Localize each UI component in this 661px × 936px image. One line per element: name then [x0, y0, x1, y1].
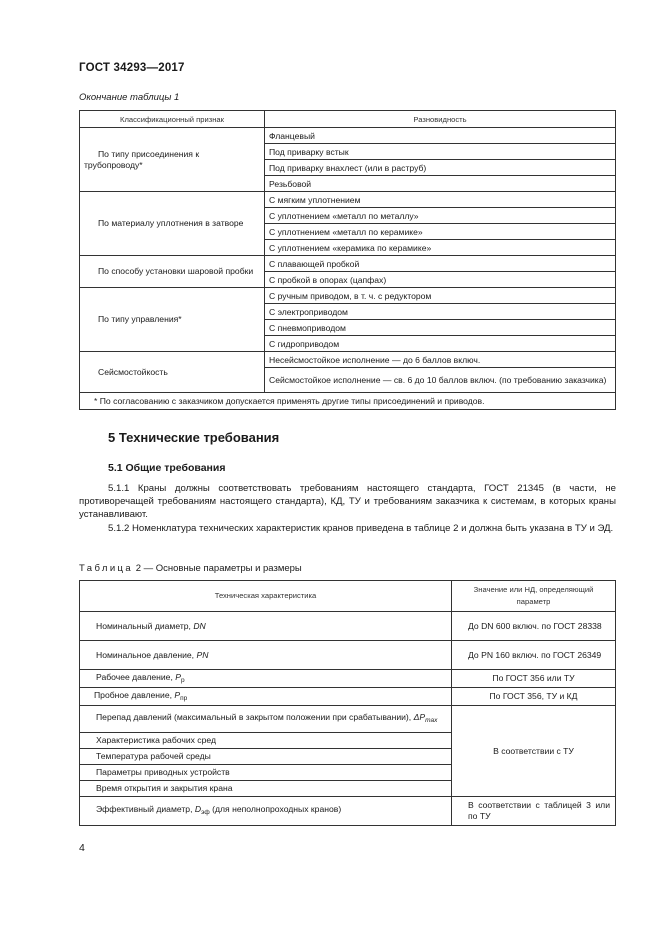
feature-cell: По типу управления* — [80, 288, 265, 352]
variant-cell: С уплотнением «металл по керамике» — [265, 224, 616, 240]
section-title: 5 Технические требования — [108, 430, 280, 445]
paragraph-5-1-1: 5.1.1 Краны должны соответствовать требованиям настоящего стандарта, ГОСТ 21345 (в части, не противоречащей требованиям настоящего стандарта), КД, ТУ и требованиям заказчика к системам, в которых краны устанавливают. — [79, 483, 616, 520]
variant-cell: С гидроприводом — [265, 336, 616, 352]
variant-cell: С пробкой в опорах (цапфах) — [265, 272, 616, 288]
variant-cell: С пневмоприводом — [265, 320, 616, 336]
variant-cell: Несейсмостойкое исполнение — до 6 баллов включ. — [265, 352, 616, 368]
parameter-cell: Номинальное давление, PN — [80, 641, 452, 670]
table2-caption-word: Таблица — [79, 563, 134, 574]
parameter-cell: Температура рабочей среды — [80, 749, 452, 765]
table2-caption-text: 2 — Основные параметры и размеры — [135, 563, 302, 574]
variant-cell: Сейсмостойкое исполнение — св. 6 до 10 баллов включ. (по требованию заказчика) — [265, 368, 616, 393]
variant-cell: С ручным приводом, в т. ч. с редуктором — [265, 288, 616, 304]
parameter-cell: Рабочее давление, $P_р$ — [80, 670, 452, 688]
value-cell: По ГОСТ 356, ТУ и КД — [452, 688, 616, 706]
variant-cell: Под приварку встык — [265, 144, 616, 160]
column-header: Техническая характеристика — [80, 581, 452, 612]
column-header: Разновидность — [265, 111, 616, 128]
parameter-cell: Параметры приводных устройств — [80, 765, 452, 781]
parameter-cell: Эффективный диаметр, $D_{эф}$ (для неполнопроходных кранов) — [80, 797, 452, 826]
variant-cell: С уплотнением «металл по металлу» — [265, 208, 616, 224]
parameter-cell: Характеристика рабочих сред — [80, 733, 452, 749]
parameters-table — [79, 580, 616, 826]
parameter-cell: Номинальный диаметр, DN — [80, 612, 452, 641]
parameter-cell: Перепад давлений (максимальный в закрытом положении при срабатывании), $\Delta P_{max}$ — [80, 706, 452, 733]
standard-id: ГОСТ 34293—2017 — [79, 62, 185, 74]
variant-cell: Резьбовой — [265, 176, 616, 192]
table1-footnote: * По согласованию с заказчиком допускается применять другие типы присоединений и приводов. — [80, 393, 616, 410]
subsection-title: 5.1 Общие требования — [108, 462, 226, 474]
value-cell: В соответствии с ТУ — [452, 706, 616, 797]
value-cell: До PN 160 включ. по ГОСТ 26349 — [452, 641, 616, 670]
feature-cell: По способу установки шаровой пробки — [80, 256, 265, 288]
variant-cell: С мягким уплотнением — [265, 192, 616, 208]
feature-cell: Сейсмостойкость — [80, 352, 265, 393]
parameter-cell: Пробное давление, $P_{пр}$ — [80, 688, 452, 706]
table2-caption — [79, 563, 302, 574]
variant-cell: С плавающей пробкой — [265, 256, 616, 272]
variant-cell: С уплотнением «керамика по керамике» — [265, 240, 616, 256]
table1-caption: Окончание таблицы 1 — [79, 92, 180, 103]
column-header: Значение или НД, определяющий параметр — [452, 581, 616, 612]
classification-table — [79, 110, 616, 410]
variant-cell: Фланцевый — [265, 128, 616, 144]
value-cell: По ГОСТ 356 или ТУ — [452, 670, 616, 688]
feature-cell: По типу присоединения к трубопроводу* — [80, 128, 265, 192]
parameter-cell: Время открытия и закрытия крана — [80, 781, 452, 797]
variant-cell: Под приварку внахлест (или в раструб) — [265, 160, 616, 176]
value-cell: В соответствии с таблицей 3 или по ТУ — [452, 797, 616, 826]
column-header: Классификационный признак — [80, 111, 265, 128]
feature-cell: По материалу уплотнения в затворе — [80, 192, 265, 256]
variant-cell: С электроприводом — [265, 304, 616, 320]
page-number: 4 — [79, 842, 85, 854]
value-cell: До DN 600 включ. по ГОСТ 28338 — [452, 612, 616, 641]
paragraph-5-1-2: 5.1.2 Номенклатура технических характеристик кранов приведена в таблице 2 и должна быть указана в ТУ и ЭД. — [108, 523, 614, 534]
